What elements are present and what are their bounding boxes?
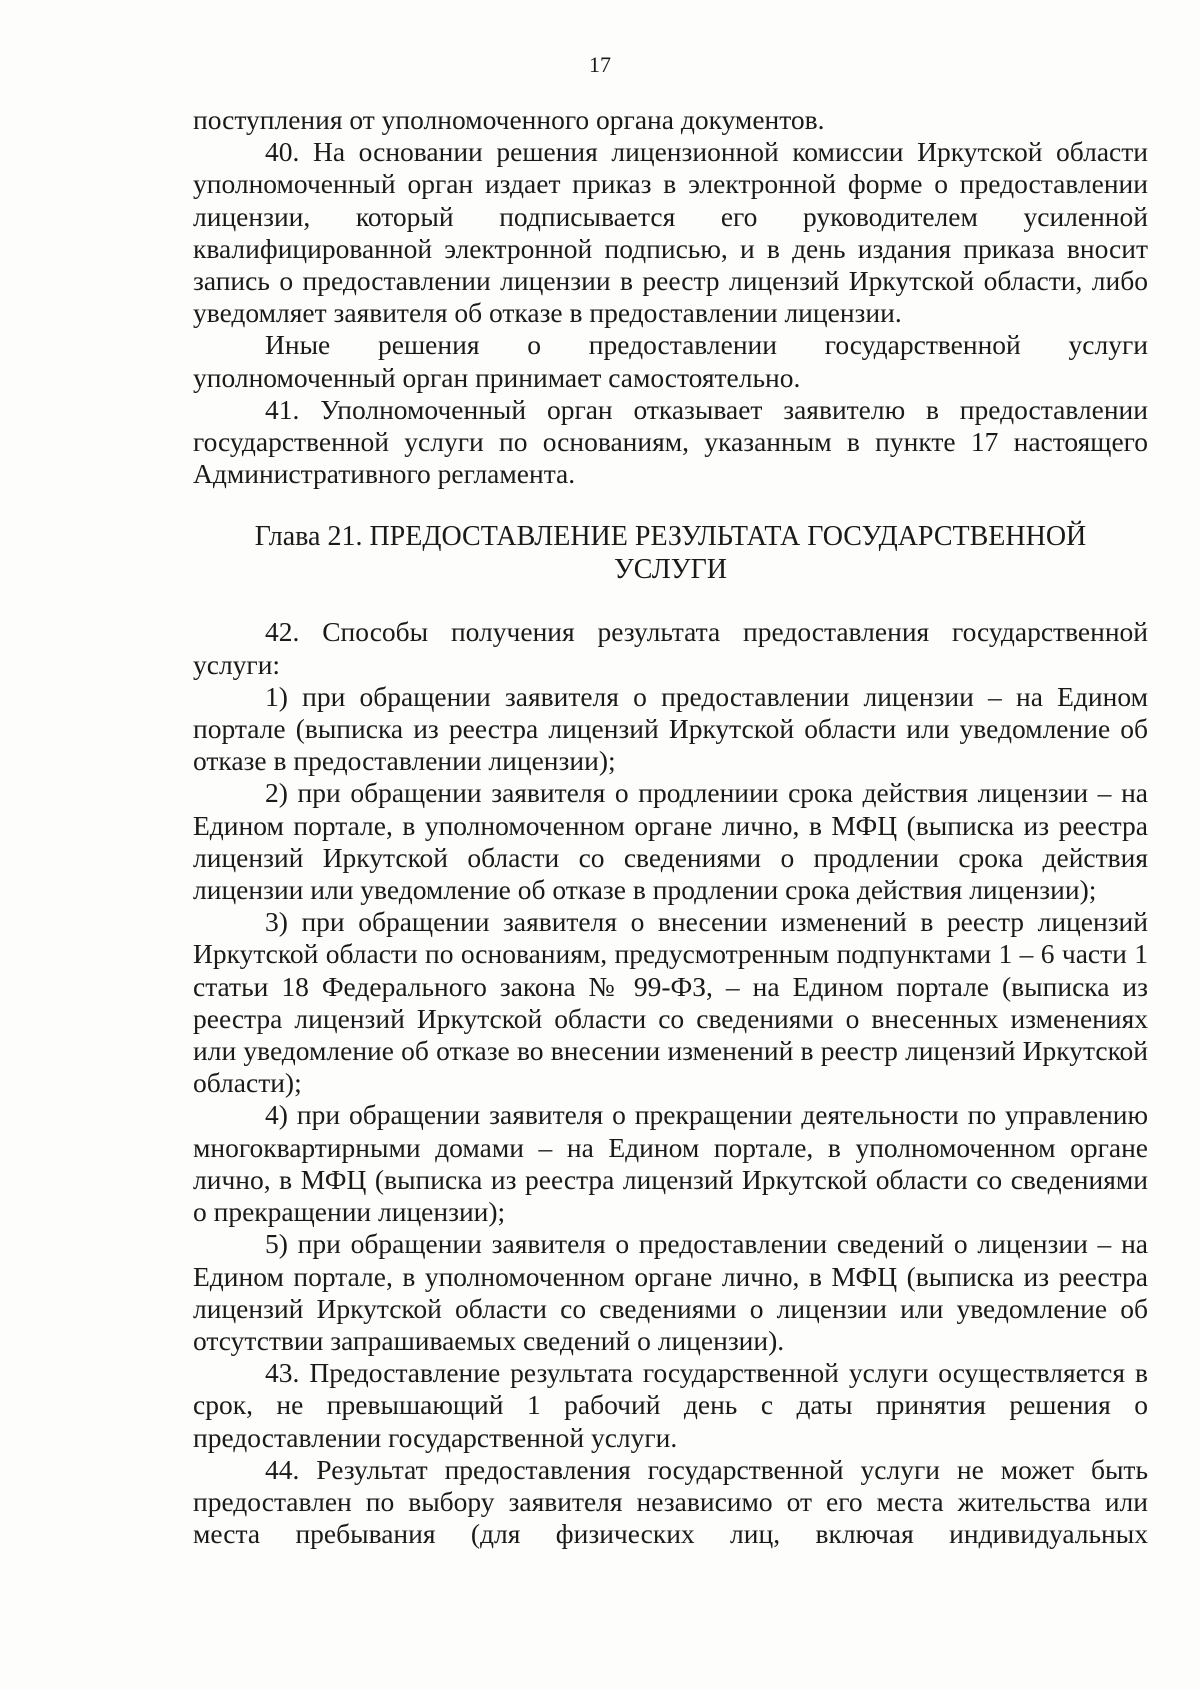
paragraph-42-item-3: 3) при обращении заявителя о внесении изменений в реестр лицензий Иркутской области по основаниям, предусмотренным подпунктами 1 – 6 части 1 статьи 18 Федерального закона № 99-ФЗ, – на Едином портале (выписка из реестра лицензий Иркутской области со сведениями о внесенных изменениях или уведомление об отказе во внесении изменений в реестр лицензий Иркутской области); bbox=[193, 906, 1148, 1099]
page-number: 17 bbox=[589, 52, 611, 77]
paragraph-44: 44. Результат предоставления государственной услуги не может быть предоставлен по выбору заявителя независимо от его места жительства или места пребывания (для физических лиц, включая индивидуальных bbox=[193, 1453, 1148, 1550]
paragraph-41: 41. Уполномоченный орган отказывает заявителю в предоставлении государственной услуги по основаниям, указанным в пункте 17 настоящего Административного регламента. bbox=[193, 393, 1148, 490]
paragraph-42-item-2: 2) при обращении заявителя о продлениии срока действия лицензии – на Едином портале, в уполномоченном органе лично, в МФЦ (выписка из реестра лицензий Иркутской области со сведениями о продлении срока действия лицензии или уведомление об отказе в продлении срока действия лицензии); bbox=[193, 777, 1148, 906]
paragraph-42-item-5: 5) при обращении заявителя о предоставлении сведений о лицензии – на Едином портале, в уполномоченном органе лично, в МФЦ (выписка из реестра лицензий Иркутской области со сведениями о лицензии или уведомление об отсутствии запрашиваемых сведений о лицензии). bbox=[193, 1228, 1148, 1356]
paragraph-other-decisions: Иные решения о предоставлении государственной услуги уполномоченный орган принимает самостоятельно. bbox=[193, 329, 1148, 393]
paragraph-43: 43. Предоставление результата государственной услуги осуществляется в срок, не превышающий 1 рабочий день с даты принятия решения о предоставлении государственной услуги. bbox=[193, 1357, 1148, 1453]
paragraph-42-item-1: 1) при обращении заявителя о предоставлении лицензии – на Едином портале (выписка из реестра лицензий Иркутской области или уведомление об отказе в предоставлении лицензии); bbox=[193, 680, 1148, 777]
chapter-heading-line-1: Глава 21. ПРЕДОСТАВЛЕНИЕ РЕЗУЛЬТАТА ГОСУДАРСТВЕННОЙ bbox=[254, 521, 1087, 553]
chapter-heading-line-2: УСЛУГИ bbox=[613, 554, 728, 586]
paragraph-42: 42. Способы получения результата предоставления государственной услуги: bbox=[193, 616, 1148, 680]
paragraph-42-item-4: 4) при обращении заявителя о прекращении деятельности по управлению многоквартирными домами – на Едином портале, в уполномоченном органе лично, в МФЦ (выписка из реестра лицензий Иркутской области со сведениями о прекращении лицензии); bbox=[193, 1099, 1148, 1228]
chapter-heading bbox=[193, 520, 1148, 586]
document-body bbox=[193, 104, 1148, 1550]
paragraph-continuation: поступления от уполномоченного органа документов. bbox=[193, 104, 825, 135]
paragraph-40: 40. На основании решения лицензионной комиссии Иркутской области уполномоченный орган издает приказ в электронной форме о предоставлении лицензии, который подписывается его руководителем усиленной квалифицированной электронной подписью, и в день издания приказа вносит запись о предоставлении лицензии в реестр лицензий Иркутской области, либо уведомляет заявителя об отказе в предоставлении лицензии. bbox=[193, 136, 1148, 329]
